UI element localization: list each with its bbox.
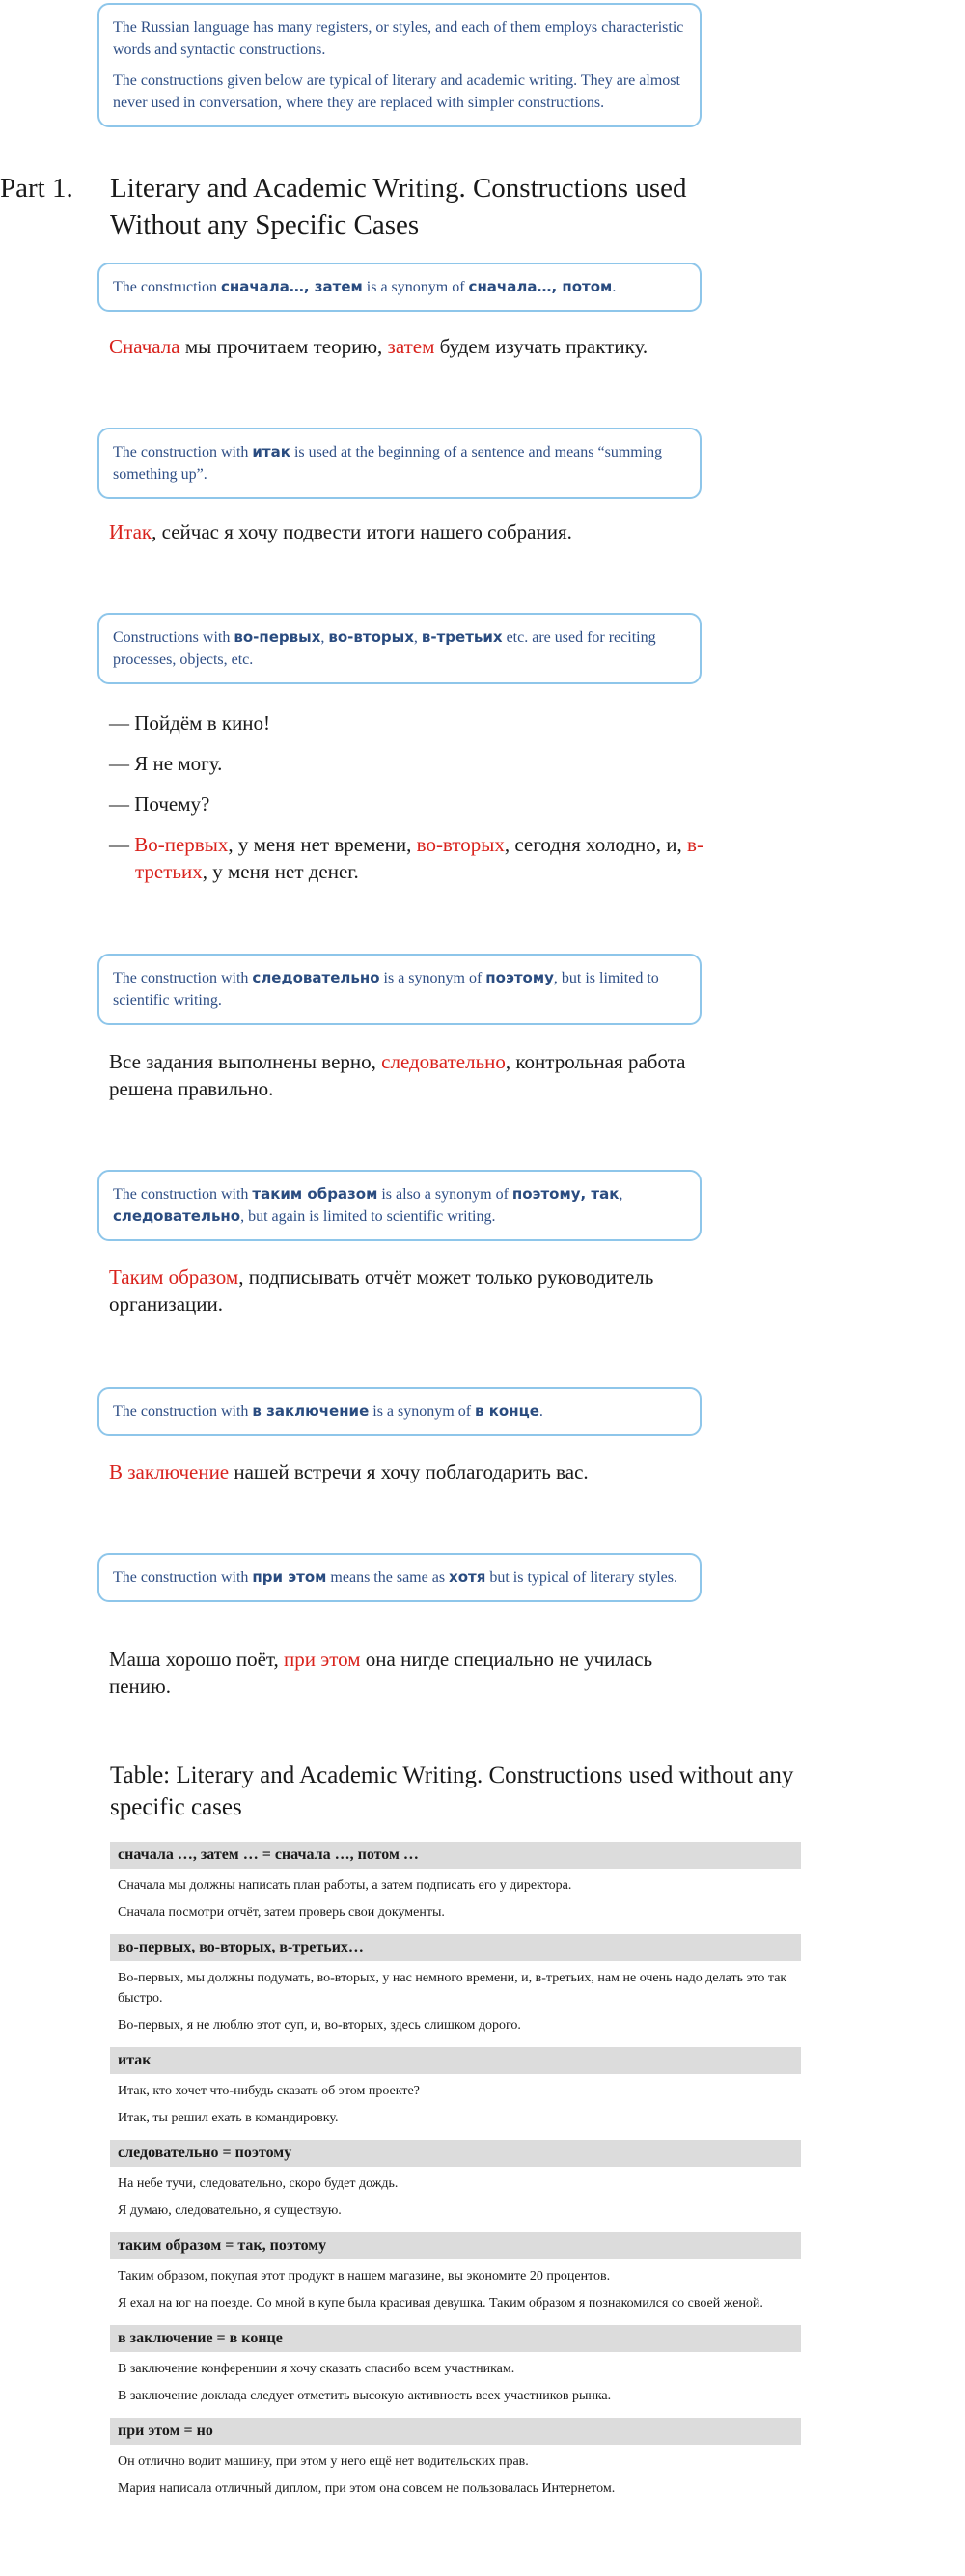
table-row: Мария написала отличный диплом, при этом она совсем не пользовалась Интернетом. <box>118 2481 616 2496</box>
table-section-header: во-первых, во-вторых, в-третьих… <box>110 1934 801 1961</box>
example-sentence: Маша хорошо поёт, при этом она нигде специально не училась пению. <box>109 1648 653 1698</box>
table-section <box>110 2325 801 2406</box>
example-sentence: В заключение нашей встречи я хочу поблагодарить вас. <box>109 1460 589 1483</box>
table-section <box>110 2232 801 2313</box>
table-row: На небе тучи, следовательно, скоро будет дождь. <box>118 2176 399 2191</box>
intro-note <box>97 3 702 127</box>
intro-paragraph: The constructions given below are typical of literary and academic writing. They are almost never used in conversation, where they are replaced with simpler constructions. <box>113 72 680 111</box>
table-section-header: таким образом = так, поэтому <box>110 2232 801 2259</box>
table-section <box>110 1842 801 1923</box>
rule-note: The construction with в заключение is a synonym of в конце. <box>97 1387 702 1436</box>
table-row: Сначала посмотри отчёт, затем проверь свои документы. <box>118 1905 445 1920</box>
rule-note: Constructions with во-первых, во-вторых, в-третьих etc. are used for reciting processes, objects, etc. <box>97 613 702 684</box>
table-row: Я думаю, следовательно, я существую. <box>118 2203 342 2218</box>
constructions-table <box>110 1842 801 2510</box>
table-row: Я ехал на юг на поезде. Со мной в купе была красивая девушка. Таким образом я познакомился со своей женой. <box>118 2296 763 2311</box>
table-title: Table: Literary and Academic Writing. Constructions used without any specific cases <box>110 1762 794 1820</box>
table-row: Во-первых, я не люблю этот суп, и, во-вторых, здесь слишком дорого. <box>118 2018 521 2033</box>
example-dialogue <box>109 709 717 899</box>
table-section-header: итак <box>110 2047 801 2074</box>
dialogue-line: — Почему? <box>109 792 210 816</box>
table-row: Таким образом, покупая этот продукт в нашем магазине, вы экономите 20 процентов. <box>118 2269 611 2284</box>
table-section <box>110 2047 801 2128</box>
table-row: Во-первых, мы должны подумать, во-вторых, у нас немного времени, и, в-третьих, нам не очень надо делать это так быстро. <box>118 1971 787 2006</box>
dialogue-line: — Во-первых, у меня нет времени, во-вторых, сегодня холодно, и, в-третьих, у меня нет денег. <box>109 833 703 883</box>
table-row: Сначала мы должны написать план работы, а затем подписать его у директора. <box>118 1878 572 1893</box>
rule-note: The construction with следовательно is a synonym of поэтому, but is limited to scientific writing. <box>97 954 702 1025</box>
part-number: Part 1. <box>0 173 73 204</box>
example-sentence: Таким образом, подписывать отчёт может только руководитель организации. <box>109 1265 654 1316</box>
table-section-header: сначала …, затем … = сначала …, потом … <box>110 1842 801 1869</box>
table-row: Итак, кто хочет что-нибудь сказать об этом проекте? <box>118 2084 420 2098</box>
rule-note: The construction with при этом means the same as хотя but is typical of literary styles. <box>97 1553 702 1602</box>
intro-paragraph: The Russian language has many registers, or styles, and each of them employs characteristic words and syntactic constructions. <box>113 19 684 58</box>
example-sentence: Сначала мы прочитаем теорию, затем будем изучать практику. <box>109 335 648 358</box>
table-section-header: следовательно = поэтому <box>110 2140 801 2167</box>
example-sentence: Итак, сейчас я хочу подвести итоги нашего собрания. <box>109 520 572 543</box>
part-title: Literary and Academic Writing. Constructions used Without any Specific Cases <box>110 173 687 240</box>
table-row: В заключение конференции я хочу сказать спасибо всем участникам. <box>118 2362 515 2376</box>
rule-note: The construction with таким образом is also a synonym of поэтому, так, следовательно, but again is limited to scientific writing. <box>97 1170 702 1241</box>
example-sentence: Все задания выполнены верно, следовательно, контрольная работа решена правильно. <box>109 1050 686 1100</box>
table-section <box>110 2418 801 2499</box>
rule-note: The construction with итак is used at the beginning of a sentence and means “summing something up”. <box>97 428 702 499</box>
table-section-header: в заключение = в конце <box>110 2325 801 2352</box>
table-row: В заключение доклада следует отметить высокую активность всех участников рынка. <box>118 2389 612 2403</box>
table-row: Итак, ты решил ехать в командировку. <box>118 2111 339 2125</box>
table-section <box>110 1934 801 2036</box>
dialogue-line: — Пойдём в кино! <box>109 711 271 734</box>
rule-note: The construction сначала…, затем is a synonym of сначала…, потом. <box>97 263 702 312</box>
table-row: Он отлично водит машину, при этом у него ещё нет водительских прав. <box>118 2454 529 2469</box>
table-section-header: при этом = но <box>110 2418 801 2445</box>
table-section <box>110 2140 801 2221</box>
dialogue-line: — Я не могу. <box>109 752 223 775</box>
